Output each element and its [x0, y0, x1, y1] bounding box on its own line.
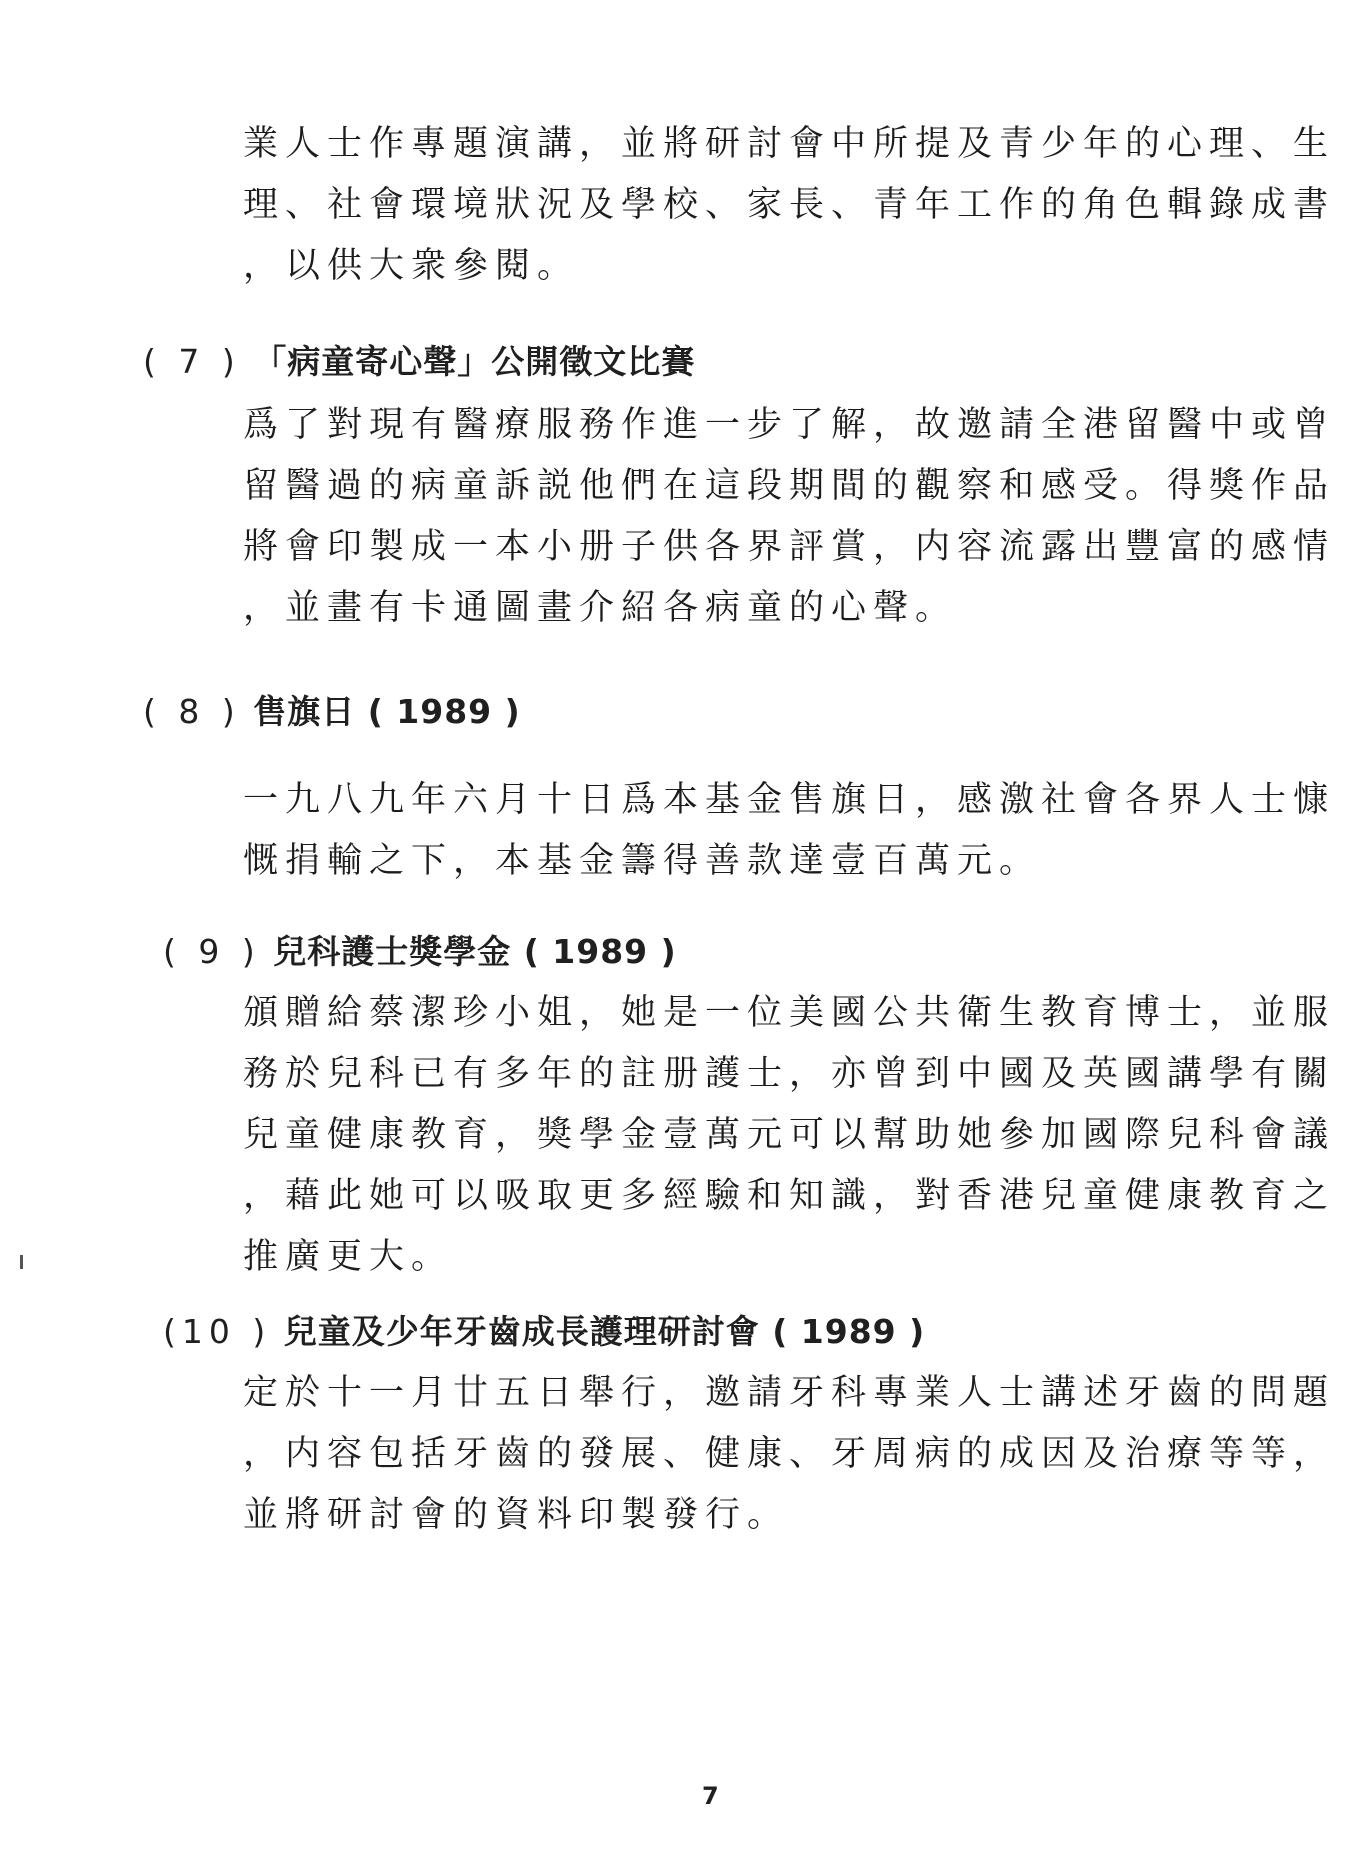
intro-line-2: 理、社會環境狀況及學校、家長、青年工作的角色輯錄成書 [243, 185, 1336, 225]
section-9-title: 兒科護士獎學金 ( 1989 ) [273, 932, 677, 971]
section-10-line-3: 並將研討會的資料印製發行。 [243, 1495, 790, 1535]
section-7-heading [143, 342, 695, 382]
section-9-line-2: 務於兒科已有多年的註册護士，亦曾到中國及英國講學有關 [243, 1054, 1336, 1094]
section-7-line-2: 留醫過的病童訴説他們在這段期間的觀察和感受。得獎作品 [243, 466, 1336, 506]
section-8-line-2: 慨捐輸之下，本基金籌得善款達壹百萬元。 [243, 841, 1042, 881]
section-9-line-5: 推廣更大。 [243, 1237, 454, 1277]
intro-line-1: 業人士作專題演講，並將研討會中所提及青少年的心理、生 [243, 124, 1336, 164]
section-10-heading [163, 1312, 925, 1352]
section-9-heading [163, 932, 677, 972]
section-7-title: 「病童寄心聲」公開徵文比賽 [253, 342, 696, 381]
section-9-line-3: 兒童健康教育，獎學金壹萬元可以幫助她參加國際兒科會議 [243, 1115, 1336, 1155]
section-10-line-1: 定於十一月廿五日舉行，邀請牙科專業人士講述牙齒的問題 [243, 1373, 1336, 1413]
section-8-title: 售旗日 ( 1989 ) [253, 692, 521, 731]
section-10-title: 兒童及少年牙齒成長護理研討會 ( 1989 ) [283, 1312, 926, 1351]
section-10-number: (10 ) [163, 1312, 272, 1351]
section-9-line-4: ，藉此她可以吸取更多經驗和知識，對香港兒童健康教育之 [243, 1176, 1336, 1216]
section-8-number: ( 8 ) [143, 692, 241, 731]
page-number: 7 [702, 1782, 719, 1810]
section-10-line-2: ，内容包括牙齒的發展、健康、牙周病的成因及治療等等， [243, 1434, 1336, 1474]
intro-line-3: ，以供大衆參閱。 [243, 246, 580, 286]
scan-mark [20, 1255, 23, 1269]
section-7-line-4: ，並畫有卡通圖畫介紹各病童的心聲。 [243, 588, 958, 628]
section-7-line-3: 將會印製成一本小册子供各界評賞，内容流露出豐富的感情 [243, 527, 1336, 567]
section-9-line-1: 頒贈給蔡潔珍小姐，她是一位美國公共衛生教育博士，並服 [243, 993, 1336, 1033]
section-8-heading [143, 692, 521, 732]
section-8-line-1: 一九八九年六月十日爲本基金售旗日，感激社會各界人士慷 [243, 780, 1336, 820]
section-7-line-1: 爲了對現有醫療服務作進一步了解，故邀請全港留醫中或曾 [243, 405, 1336, 445]
section-7-number: ( 7 ) [143, 342, 241, 381]
section-9-number: ( 9 ) [163, 932, 261, 971]
